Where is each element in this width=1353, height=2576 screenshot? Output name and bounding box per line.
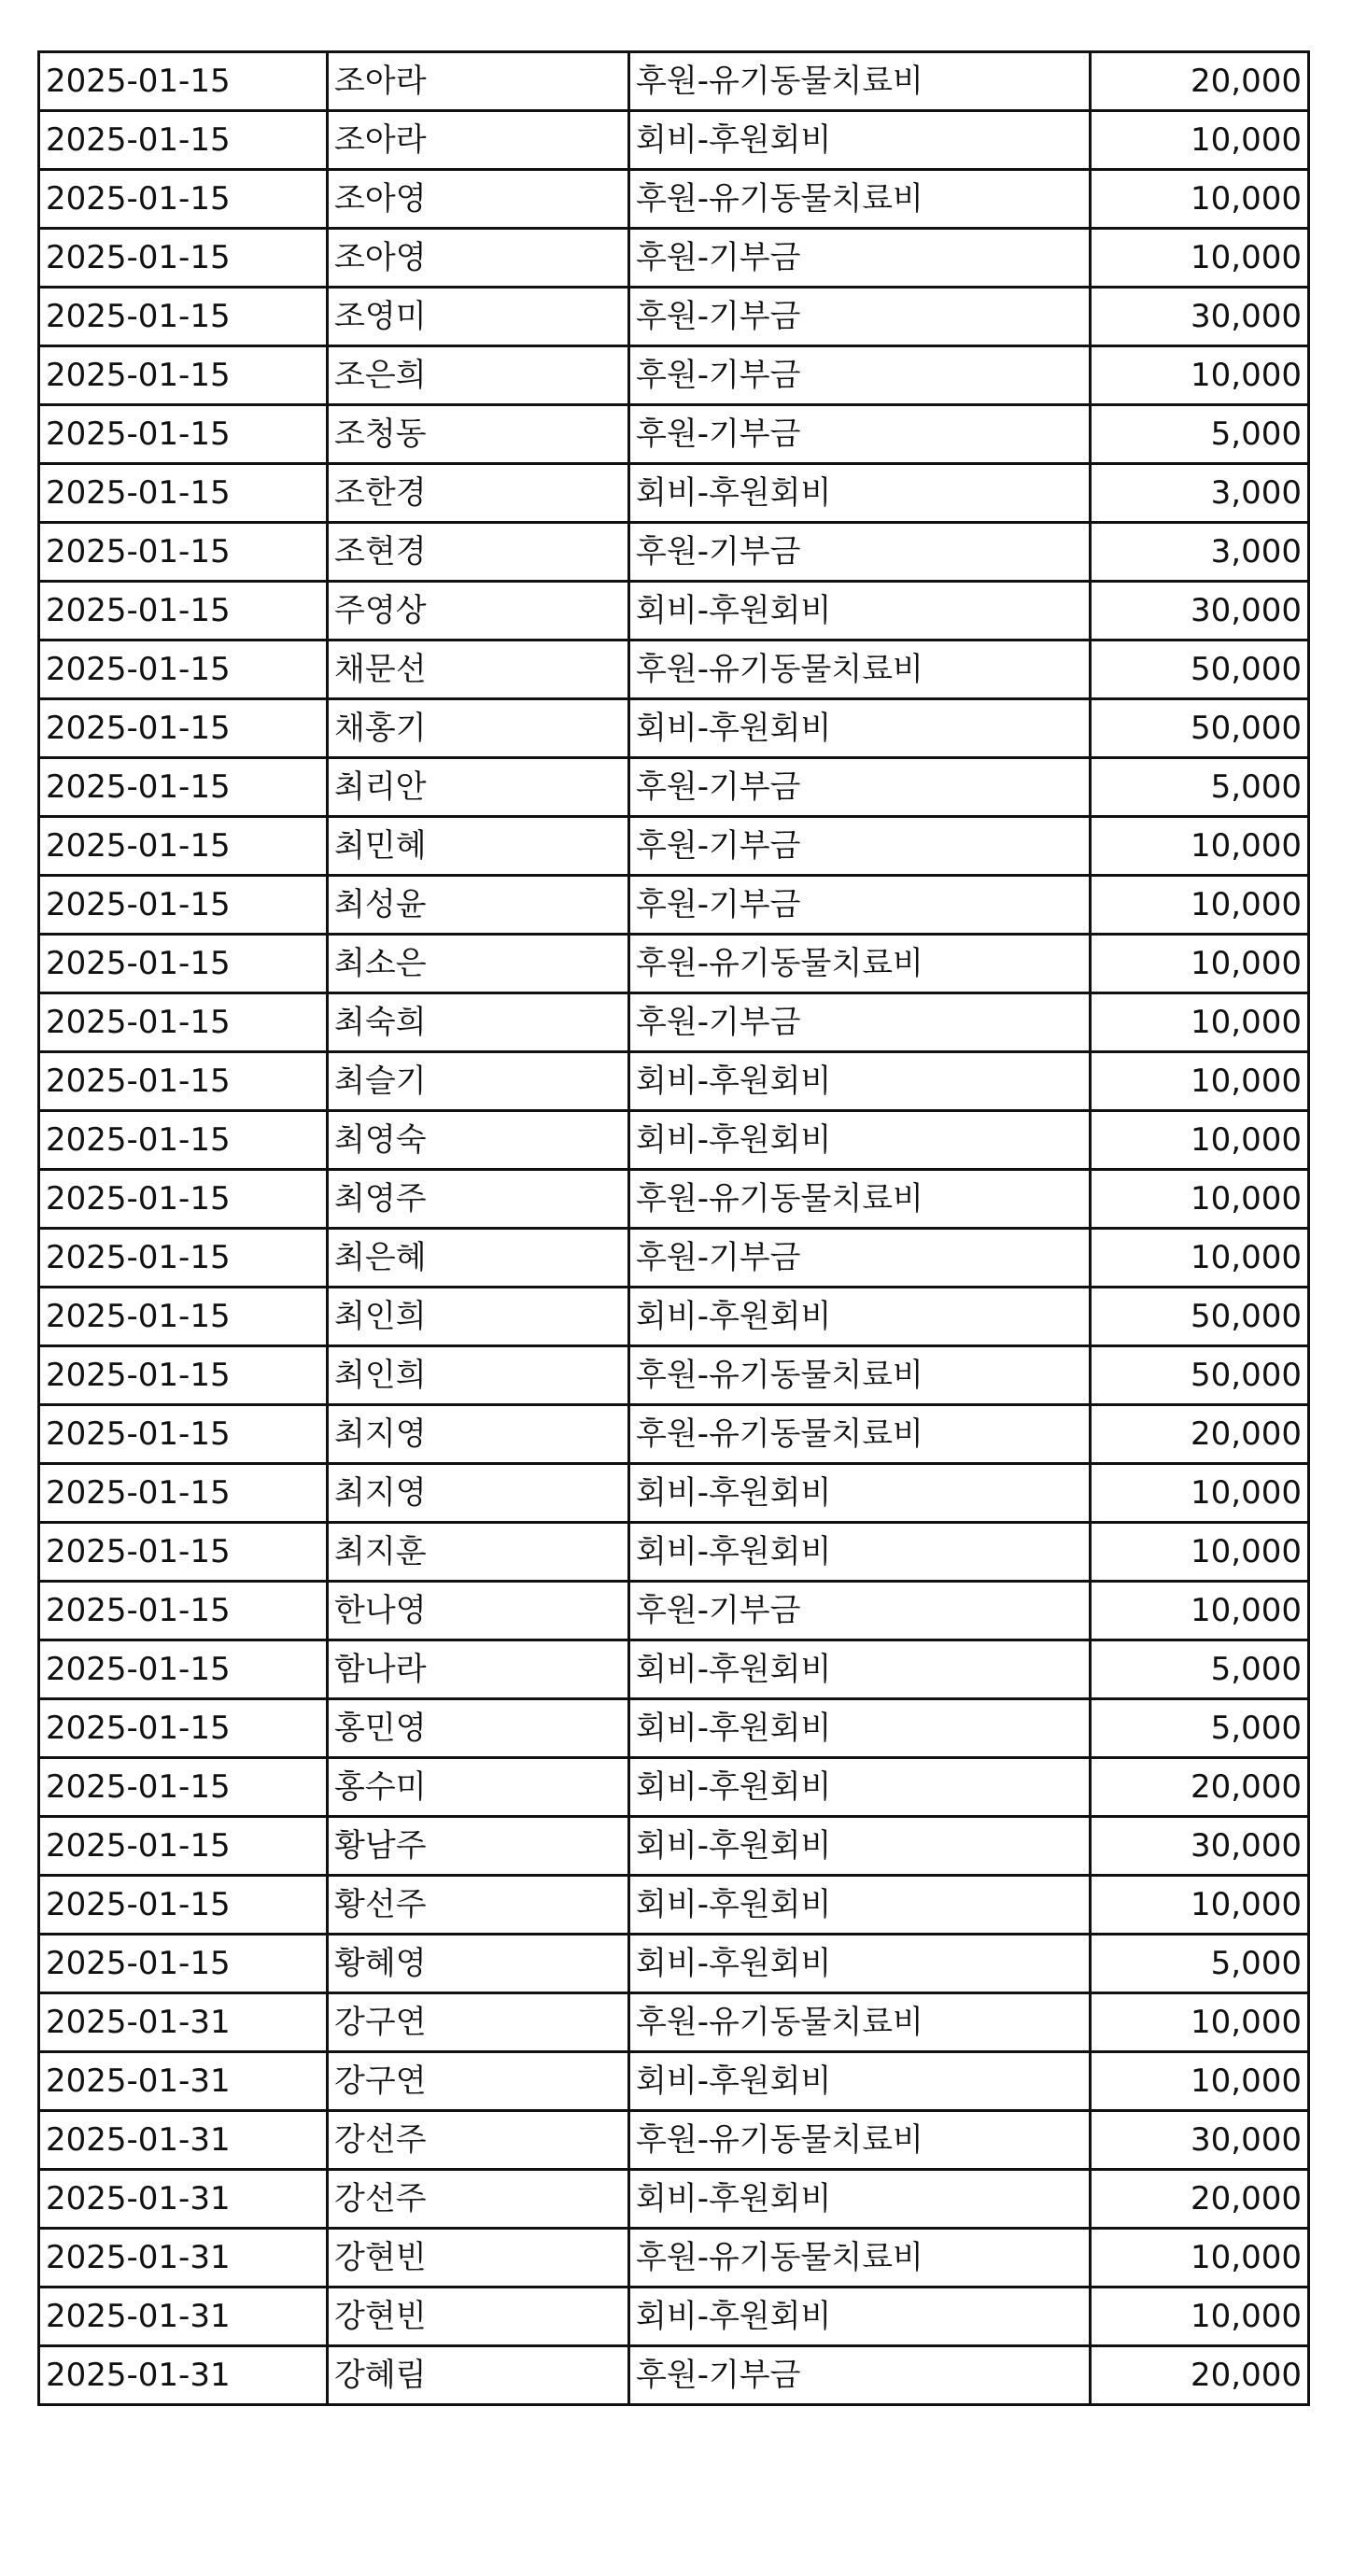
- name-cell: 함나라: [328, 1640, 629, 1699]
- table-row: [39, 699, 1309, 758]
- name-cell: 최지훈: [328, 1523, 629, 1582]
- table-row: [39, 1640, 1309, 1699]
- amount-cell: 3,000: [1091, 523, 1309, 582]
- name-cell: 황혜영: [328, 1935, 629, 1993]
- category-cell: 회비-후원회비: [629, 1111, 1091, 1170]
- amount-cell: 5,000: [1091, 1935, 1309, 1993]
- date-cell: 2025-01-15: [39, 405, 328, 464]
- name-cell: 강선주: [328, 2170, 629, 2229]
- category-cell: 회비-후원회비: [629, 111, 1091, 170]
- name-cell: 조아영: [328, 229, 629, 288]
- name-cell: 조한경: [328, 464, 629, 523]
- table-row: [39, 935, 1309, 993]
- category-cell: 후원-기부금: [629, 876, 1091, 935]
- date-cell: 2025-01-31: [39, 2287, 328, 2346]
- table-row: [39, 1699, 1309, 1758]
- date-cell: 2025-01-15: [39, 876, 328, 935]
- amount-cell: 10,000: [1091, 2287, 1309, 2346]
- amount-cell: 10,000: [1091, 1582, 1309, 1640]
- category-cell: 회비-후원회비: [629, 1288, 1091, 1346]
- table-row: [39, 582, 1309, 640]
- name-cell: 강혜림: [328, 2346, 629, 2405]
- date-cell: 2025-01-15: [39, 346, 328, 405]
- table-row: [39, 288, 1309, 346]
- amount-cell: 10,000: [1091, 993, 1309, 1052]
- category-cell: 후원-유기동물치료비: [629, 1170, 1091, 1229]
- category-cell: 후원-기부금: [629, 2346, 1091, 2405]
- category-cell: 회비-후원회비: [629, 1640, 1091, 1699]
- category-cell: 회비-후원회비: [629, 1052, 1091, 1111]
- table-row: [39, 1582, 1309, 1640]
- amount-cell: 30,000: [1091, 2111, 1309, 2170]
- table-row: [39, 1052, 1309, 1111]
- table-row: [39, 2111, 1309, 2170]
- date-cell: 2025-01-15: [39, 1582, 328, 1640]
- date-cell: 2025-01-15: [39, 993, 328, 1052]
- date-cell: 2025-01-15: [39, 464, 328, 523]
- table-row: [39, 405, 1309, 464]
- amount-cell: 50,000: [1091, 640, 1309, 699]
- table-row: [39, 229, 1309, 288]
- amount-cell: 10,000: [1091, 817, 1309, 876]
- amount-cell: 30,000: [1091, 582, 1309, 640]
- ledger-body: [39, 52, 1309, 2405]
- name-cell: 최영숙: [328, 1111, 629, 1170]
- amount-cell: 5,000: [1091, 758, 1309, 817]
- amount-cell: 10,000: [1091, 346, 1309, 405]
- category-cell: 회비-후원회비: [629, 1464, 1091, 1523]
- category-cell: 후원-유기동물치료비: [629, 52, 1091, 111]
- name-cell: 최인희: [328, 1346, 629, 1405]
- category-cell: 회비-후원회비: [629, 582, 1091, 640]
- category-cell: 회비-후원회비: [629, 1758, 1091, 1817]
- name-cell: 조청동: [328, 405, 629, 464]
- date-cell: 2025-01-15: [39, 1464, 328, 1523]
- name-cell: 조은희: [328, 346, 629, 405]
- category-cell: 후원-기부금: [629, 993, 1091, 1052]
- date-cell: 2025-01-15: [39, 1229, 328, 1288]
- date-cell: 2025-01-15: [39, 1758, 328, 1817]
- amount-cell: 10,000: [1091, 170, 1309, 229]
- name-cell: 최슬기: [328, 1052, 629, 1111]
- category-cell: 회비-후원회비: [629, 2052, 1091, 2111]
- amount-cell: 20,000: [1091, 1758, 1309, 1817]
- table-row: [39, 464, 1309, 523]
- date-cell: 2025-01-15: [39, 640, 328, 699]
- category-cell: 후원-기부금: [629, 523, 1091, 582]
- table-row: [39, 111, 1309, 170]
- date-cell: 2025-01-15: [39, 1876, 328, 1935]
- amount-cell: 10,000: [1091, 1523, 1309, 1582]
- amount-cell: 20,000: [1091, 52, 1309, 111]
- name-cell: 강구연: [328, 1993, 629, 2052]
- amount-cell: 5,000: [1091, 1640, 1309, 1699]
- amount-cell: 5,000: [1091, 1699, 1309, 1758]
- table-row: [39, 1876, 1309, 1935]
- name-cell: 채홍기: [328, 699, 629, 758]
- table-row: [39, 2346, 1309, 2405]
- table-row: [39, 1935, 1309, 1993]
- category-cell: 후원-유기동물치료비: [629, 2111, 1091, 2170]
- table-row: [39, 1229, 1309, 1288]
- amount-cell: 10,000: [1091, 876, 1309, 935]
- date-cell: 2025-01-15: [39, 817, 328, 876]
- table-row: [39, 1170, 1309, 1229]
- category-cell: 회비-후원회비: [629, 699, 1091, 758]
- table-row: [39, 2052, 1309, 2111]
- date-cell: 2025-01-15: [39, 288, 328, 346]
- amount-cell: 10,000: [1091, 1993, 1309, 2052]
- date-cell: 2025-01-15: [39, 1346, 328, 1405]
- table-row: [39, 1405, 1309, 1464]
- name-cell: 황선주: [328, 1876, 629, 1935]
- name-cell: 최지영: [328, 1464, 629, 1523]
- amount-cell: 3,000: [1091, 464, 1309, 523]
- name-cell: 최소은: [328, 935, 629, 993]
- name-cell: 조아영: [328, 170, 629, 229]
- date-cell: 2025-01-15: [39, 1052, 328, 1111]
- ledger-table: [37, 50, 1310, 2406]
- date-cell: 2025-01-15: [39, 229, 328, 288]
- table-row: [39, 1817, 1309, 1876]
- table-row: [39, 1758, 1309, 1817]
- name-cell: 조현경: [328, 523, 629, 582]
- category-cell: 회비-후원회비: [629, 1876, 1091, 1935]
- category-cell: 후원-유기동물치료비: [629, 640, 1091, 699]
- name-cell: 채문선: [328, 640, 629, 699]
- name-cell: 최리안: [328, 758, 629, 817]
- date-cell: 2025-01-31: [39, 2111, 328, 2170]
- category-cell: 회비-후원회비: [629, 2170, 1091, 2229]
- name-cell: 황남주: [328, 1817, 629, 1876]
- category-cell: 후원-기부금: [629, 288, 1091, 346]
- category-cell: 후원-기부금: [629, 405, 1091, 464]
- category-cell: 후원-기부금: [629, 758, 1091, 817]
- name-cell: 강선주: [328, 2111, 629, 2170]
- amount-cell: 10,000: [1091, 1052, 1309, 1111]
- table-row: [39, 523, 1309, 582]
- amount-cell: 20,000: [1091, 1405, 1309, 1464]
- date-cell: 2025-01-31: [39, 2229, 328, 2287]
- date-cell: 2025-01-15: [39, 935, 328, 993]
- amount-cell: 10,000: [1091, 1229, 1309, 1288]
- date-cell: 2025-01-15: [39, 699, 328, 758]
- category-cell: 후원-유기동물치료비: [629, 2229, 1091, 2287]
- table-row: [39, 170, 1309, 229]
- table-row: [39, 1288, 1309, 1346]
- amount-cell: 20,000: [1091, 2346, 1309, 2405]
- name-cell: 최숙희: [328, 993, 629, 1052]
- table-row: [39, 876, 1309, 935]
- amount-cell: 10,000: [1091, 2052, 1309, 2111]
- name-cell: 홍수미: [328, 1758, 629, 1817]
- amount-cell: 50,000: [1091, 699, 1309, 758]
- table-row: [39, 52, 1309, 111]
- ledger-sheet: [37, 50, 1310, 2406]
- name-cell: 최영주: [328, 1170, 629, 1229]
- name-cell: 최민혜: [328, 817, 629, 876]
- date-cell: 2025-01-15: [39, 170, 328, 229]
- category-cell: 후원-기부금: [629, 346, 1091, 405]
- category-cell: 회비-후원회비: [629, 464, 1091, 523]
- name-cell: 홍민영: [328, 1699, 629, 1758]
- table-row: [39, 1111, 1309, 1170]
- table-row: [39, 640, 1309, 699]
- date-cell: 2025-01-15: [39, 758, 328, 817]
- date-cell: 2025-01-15: [39, 1405, 328, 1464]
- amount-cell: 10,000: [1091, 935, 1309, 993]
- date-cell: 2025-01-15: [39, 523, 328, 582]
- amount-cell: 30,000: [1091, 288, 1309, 346]
- amount-cell: 10,000: [1091, 1111, 1309, 1170]
- category-cell: 회비-후원회비: [629, 2287, 1091, 2346]
- category-cell: 후원-기부금: [629, 229, 1091, 288]
- category-cell: 회비-후원회비: [629, 1523, 1091, 1582]
- category-cell: 후원-유기동물치료비: [629, 935, 1091, 993]
- name-cell: 조영미: [328, 288, 629, 346]
- table-row: [39, 2170, 1309, 2229]
- table-row: [39, 817, 1309, 876]
- date-cell: 2025-01-15: [39, 1523, 328, 1582]
- category-cell: 후원-유기동물치료비: [629, 1405, 1091, 1464]
- category-cell: 회비-후원회비: [629, 1817, 1091, 1876]
- date-cell: 2025-01-15: [39, 1699, 328, 1758]
- name-cell: 최성윤: [328, 876, 629, 935]
- amount-cell: 10,000: [1091, 1170, 1309, 1229]
- category-cell: 후원-기부금: [629, 817, 1091, 876]
- amount-cell: 20,000: [1091, 2170, 1309, 2229]
- date-cell: 2025-01-31: [39, 2346, 328, 2405]
- table-row: [39, 993, 1309, 1052]
- name-cell: 최은혜: [328, 1229, 629, 1288]
- name-cell: 최인희: [328, 1288, 629, 1346]
- date-cell: 2025-01-15: [39, 52, 328, 111]
- amount-cell: 10,000: [1091, 1464, 1309, 1523]
- category-cell: 후원-유기동물치료비: [629, 1346, 1091, 1405]
- amount-cell: 30,000: [1091, 1817, 1309, 1876]
- category-cell: 후원-유기동물치료비: [629, 170, 1091, 229]
- name-cell: 주영상: [328, 582, 629, 640]
- table-row: [39, 2287, 1309, 2346]
- table-row: [39, 1993, 1309, 2052]
- date-cell: 2025-01-15: [39, 582, 328, 640]
- amount-cell: 10,000: [1091, 111, 1309, 170]
- date-cell: 2025-01-15: [39, 1111, 328, 1170]
- name-cell: 강현빈: [328, 2287, 629, 2346]
- table-row: [39, 2229, 1309, 2287]
- date-cell: 2025-01-15: [39, 1935, 328, 1993]
- date-cell: 2025-01-15: [39, 111, 328, 170]
- name-cell: 조아라: [328, 111, 629, 170]
- category-cell: 회비-후원회비: [629, 1935, 1091, 1993]
- table-row: [39, 758, 1309, 817]
- amount-cell: 5,000: [1091, 405, 1309, 464]
- date-cell: 2025-01-15: [39, 1640, 328, 1699]
- amount-cell: 50,000: [1091, 1346, 1309, 1405]
- amount-cell: 50,000: [1091, 1288, 1309, 1346]
- table-row: [39, 1346, 1309, 1405]
- name-cell: 한나영: [328, 1582, 629, 1640]
- amount-cell: 10,000: [1091, 229, 1309, 288]
- category-cell: 후원-유기동물치료비: [629, 1993, 1091, 2052]
- date-cell: 2025-01-15: [39, 1170, 328, 1229]
- name-cell: 조아라: [328, 52, 629, 111]
- date-cell: 2025-01-31: [39, 1993, 328, 2052]
- name-cell: 강현빈: [328, 2229, 629, 2287]
- date-cell: 2025-01-15: [39, 1288, 328, 1346]
- category-cell: 후원-기부금: [629, 1582, 1091, 1640]
- amount-cell: 10,000: [1091, 1876, 1309, 1935]
- amount-cell: 10,000: [1091, 2229, 1309, 2287]
- table-row: [39, 346, 1309, 405]
- date-cell: 2025-01-15: [39, 1817, 328, 1876]
- table-row: [39, 1523, 1309, 1582]
- date-cell: 2025-01-31: [39, 2052, 328, 2111]
- name-cell: 최지영: [328, 1405, 629, 1464]
- date-cell: 2025-01-31: [39, 2170, 328, 2229]
- category-cell: 회비-후원회비: [629, 1699, 1091, 1758]
- table-row: [39, 1464, 1309, 1523]
- category-cell: 후원-기부금: [629, 1229, 1091, 1288]
- name-cell: 강구연: [328, 2052, 629, 2111]
